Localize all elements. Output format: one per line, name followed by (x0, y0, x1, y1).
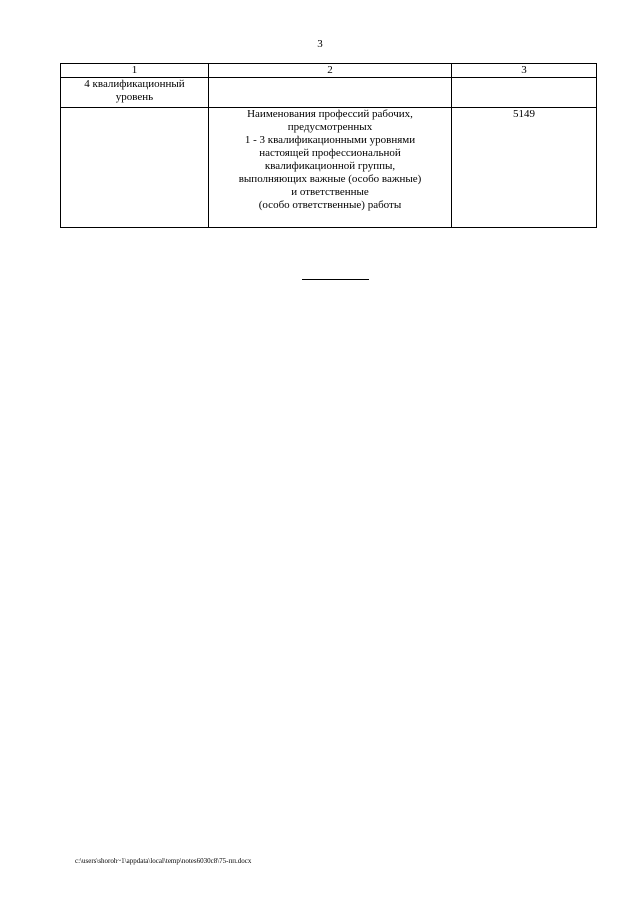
table-row (61, 78, 597, 108)
profession-cell (209, 108, 452, 228)
header-cell-3: 3 (452, 64, 597, 78)
qualification-level-line: уровень (115, 91, 154, 103)
salary-cell: 5149 (452, 108, 597, 228)
qualification-level-cell (61, 78, 209, 108)
profession-line: 1 - 3 квалификационными уровнями (244, 134, 416, 146)
page-number: 3 (317, 38, 323, 50)
qualification-level-line: 4 квалификационный (84, 78, 185, 90)
qualification-table (60, 63, 597, 228)
profession-line: Наименования профессий рабочих, (247, 108, 413, 120)
profession-line: и ответственные (291, 186, 369, 198)
profession-line: квалификационной группы, (264, 160, 396, 172)
salary-cell (452, 78, 597, 108)
header-cell-2: 2 (209, 64, 452, 78)
table-row (61, 108, 597, 228)
end-divider-line (302, 279, 369, 280)
profession-line: настоящей профессиональной (259, 147, 401, 159)
document-file-path: c:\users\shoroh~1\appdata\local\temp\notes6030c8\75-пп.docx (75, 857, 252, 865)
profession-line: (особо ответственные) работы (258, 199, 402, 211)
table-header-row (61, 64, 597, 78)
profession-cell (209, 78, 452, 108)
header-cell-1: 1 (61, 64, 209, 78)
profession-line: предусмотренных (287, 121, 373, 133)
profession-line: выполняющих важные (особо важные) (238, 173, 422, 185)
qualification-level-cell (61, 108, 209, 228)
